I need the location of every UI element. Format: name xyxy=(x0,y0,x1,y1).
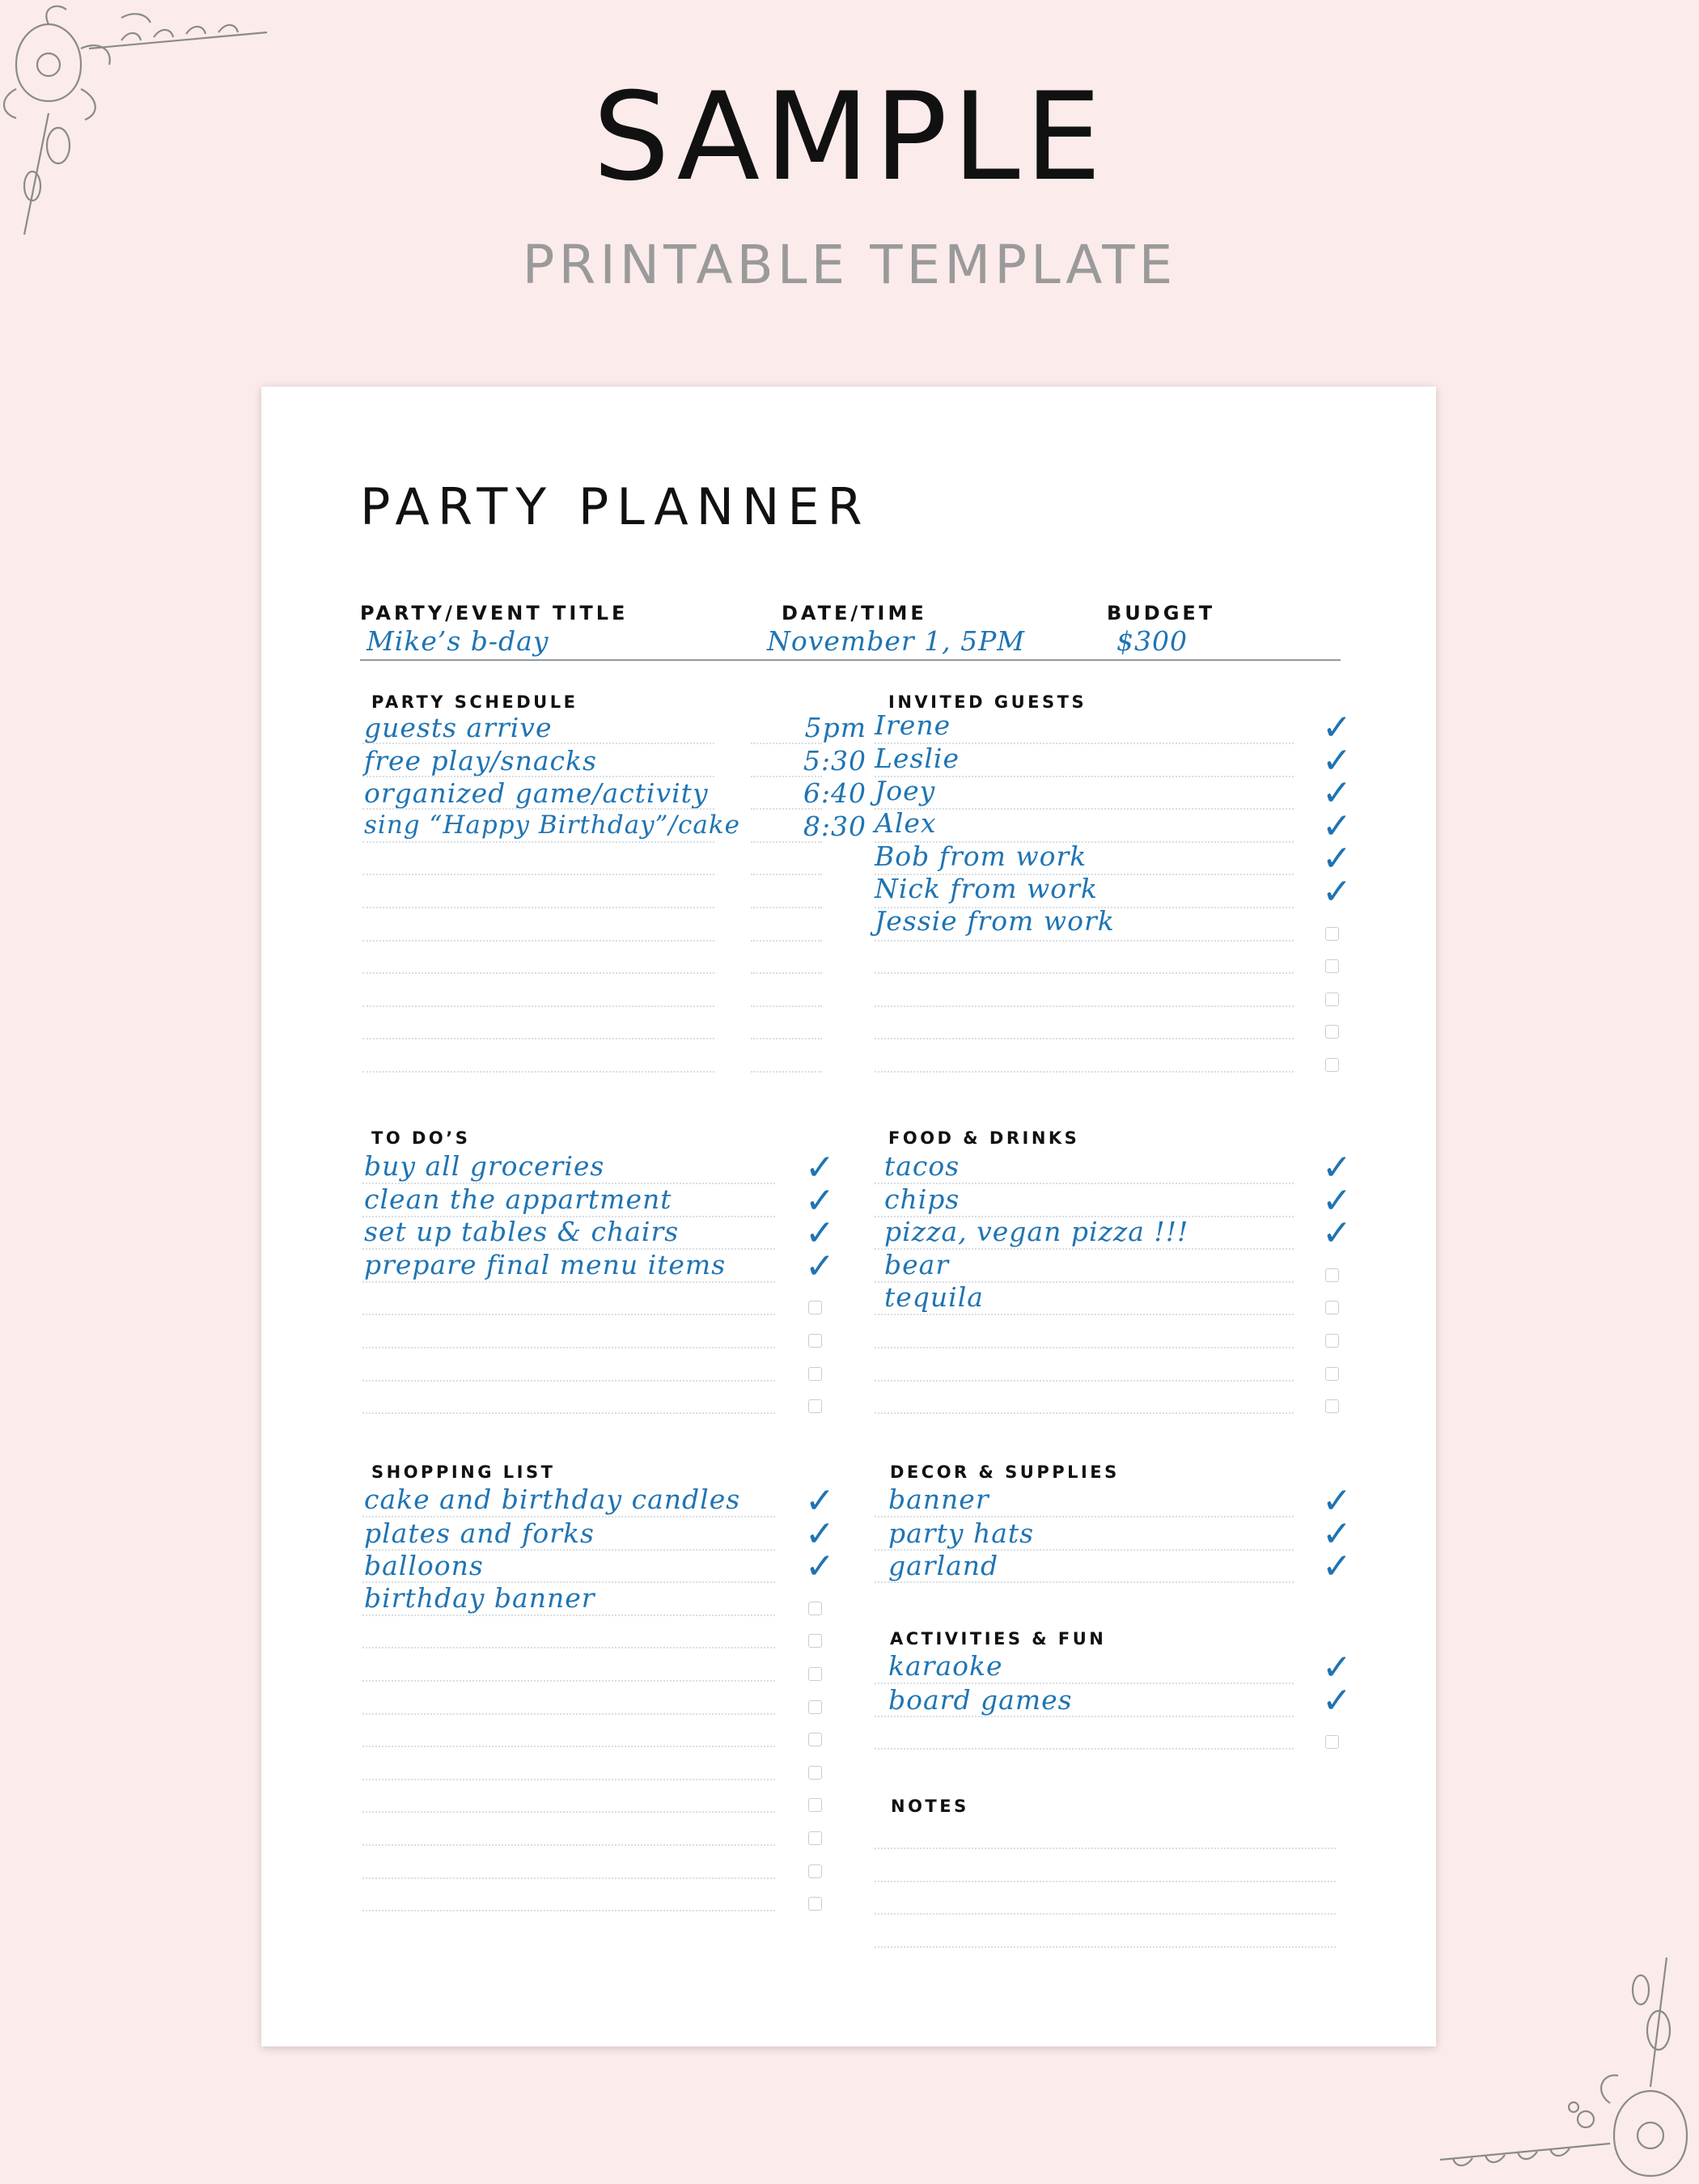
checkbox[interactable] xyxy=(1325,1399,1339,1413)
shopping-item[interactable]: cake and birthday candles xyxy=(364,1484,741,1515)
ruled-line xyxy=(875,743,1294,744)
ruled-line xyxy=(875,1248,1294,1250)
todo-item[interactable]: clean the appartment xyxy=(364,1183,672,1215)
schedule-item[interactable]: organized game/activity xyxy=(364,777,709,809)
checkbox[interactable] xyxy=(808,1667,822,1681)
food-drinks-label: FOOD & DRINKS xyxy=(888,1128,1080,1148)
ruled-line xyxy=(751,743,822,744)
ruled-line xyxy=(362,808,714,810)
ruled-line xyxy=(875,1281,1294,1283)
ruled-line xyxy=(875,1412,1294,1414)
ruled-line xyxy=(751,874,822,875)
checkmark-icon[interactable]: ✓ xyxy=(1322,838,1352,880)
guest-name[interactable]: Joey xyxy=(875,775,936,806)
todo-item[interactable]: buy all groceries xyxy=(364,1150,605,1182)
checkbox[interactable] xyxy=(808,1634,822,1648)
ruled-line xyxy=(751,972,822,974)
event-title-label: PARTY/EVENT TITLE xyxy=(360,602,629,624)
ruled-line xyxy=(362,1216,775,1217)
ruled-line xyxy=(362,1347,775,1348)
ruled-line xyxy=(875,1581,1294,1583)
ruled-line xyxy=(751,1071,822,1073)
activity-item[interactable]: karaoke xyxy=(888,1650,1003,1682)
ruled-line xyxy=(875,1314,1294,1315)
ruled-line xyxy=(362,1380,775,1382)
ruled-line xyxy=(362,1811,775,1813)
ruled-line xyxy=(875,1913,1336,1915)
ruled-line xyxy=(362,1779,775,1780)
ruled-line xyxy=(362,1516,775,1517)
ruled-line xyxy=(362,907,714,908)
decor-item[interactable]: banner xyxy=(888,1484,989,1515)
ruled-line xyxy=(362,1314,775,1315)
ruled-line xyxy=(362,776,714,777)
decor-item[interactable]: garland xyxy=(888,1550,999,1581)
ruled-line xyxy=(751,907,822,908)
party-schedule-label: PARTY SCHEDULE xyxy=(371,692,578,712)
event-title-value[interactable]: Mike’s b-day xyxy=(366,625,549,657)
checkbox[interactable] xyxy=(808,1831,822,1845)
checkbox[interactable] xyxy=(808,1334,822,1348)
checkbox[interactable] xyxy=(1325,1367,1339,1381)
guest-name[interactable]: Jessie from work xyxy=(875,905,1115,937)
checkmark-icon[interactable]: ✓ xyxy=(1322,739,1352,781)
checkbox[interactable] xyxy=(808,1399,822,1413)
ruled-line xyxy=(875,1347,1294,1348)
checkbox[interactable] xyxy=(1325,927,1339,941)
checkbox[interactable] xyxy=(1325,1334,1339,1348)
ruled-line xyxy=(875,874,1294,875)
checkbox[interactable] xyxy=(1325,959,1339,973)
ruled-line xyxy=(362,1910,775,1911)
schedule-item[interactable]: free play/snacks xyxy=(364,745,597,777)
ruled-line xyxy=(362,1844,775,1846)
ruled-line xyxy=(362,1248,775,1250)
shopping-item[interactable]: balloons xyxy=(364,1550,484,1581)
date-time-value[interactable]: November 1, 5PM xyxy=(767,625,1026,657)
ruled-line xyxy=(875,940,1294,942)
food-item[interactable]: pizza, vegan pizza !!! xyxy=(884,1216,1189,1247)
checkmark-icon[interactable]: ✓ xyxy=(1322,772,1352,815)
ruled-line xyxy=(875,1549,1294,1551)
guest-name[interactable]: Alex xyxy=(875,807,937,839)
ruled-line xyxy=(362,841,714,843)
ruled-line xyxy=(875,1183,1294,1184)
checkbox[interactable] xyxy=(808,1733,822,1746)
checkmark-icon[interactable]: ✓ xyxy=(1322,707,1352,748)
activities-fun-label: ACTIVITIES & FUN xyxy=(890,1629,1107,1649)
checkmark-icon[interactable]: ✓ xyxy=(1322,871,1352,912)
checkbox[interactable] xyxy=(1325,1025,1339,1039)
printable-template-subheading: PRINTABLE TEMPLATE xyxy=(522,234,1177,296)
ruled-line xyxy=(875,1071,1294,1073)
checkmark-icon[interactable]: ✓ xyxy=(1322,1647,1352,1688)
checkbox[interactable] xyxy=(1325,1058,1339,1072)
ruled-line xyxy=(875,1005,1294,1007)
ruled-line xyxy=(362,1615,775,1616)
budget-value[interactable]: $300 xyxy=(1116,625,1188,657)
ruled-line xyxy=(362,1713,775,1715)
fields-divider xyxy=(360,659,1341,661)
ruled-line xyxy=(875,1682,1294,1684)
ruled-line xyxy=(751,940,822,942)
ruled-line xyxy=(875,776,1294,777)
food-item[interactable]: bear xyxy=(884,1249,950,1280)
budget-label: BUDGET xyxy=(1107,602,1216,624)
decor-item[interactable]: party hats xyxy=(888,1517,1035,1549)
ruled-line xyxy=(751,808,822,810)
checkmark-icon[interactable]: ✓ xyxy=(805,1179,835,1221)
checkmark-icon[interactable]: ✓ xyxy=(805,1245,835,1287)
ruled-line xyxy=(875,1848,1336,1849)
ruled-line xyxy=(362,1680,775,1682)
checkbox[interactable] xyxy=(808,1766,822,1780)
shopping-item[interactable]: birthday banner xyxy=(364,1582,595,1614)
checkbox[interactable] xyxy=(1325,1735,1339,1749)
ruled-line xyxy=(362,1281,775,1283)
schedule-time[interactable]: 6:40 xyxy=(803,777,866,809)
checkmark-icon[interactable]: ✓ xyxy=(1322,1480,1352,1522)
date-time-label: DATE/TIME xyxy=(782,602,927,624)
checkbox[interactable] xyxy=(808,1602,822,1615)
ruled-line xyxy=(751,776,822,777)
checkmark-icon[interactable]: ✓ xyxy=(805,1147,835,1188)
decor-supplies-label: DECOR & SUPPLIES xyxy=(890,1462,1120,1482)
ruled-line xyxy=(362,1183,775,1184)
checkmark-icon[interactable]: ✓ xyxy=(805,1213,835,1255)
checkmark-icon[interactable]: ✓ xyxy=(1322,805,1352,847)
checkbox[interactable] xyxy=(808,1301,822,1314)
checkbox[interactable] xyxy=(1325,1268,1339,1282)
ruled-line xyxy=(362,874,714,875)
guest-name[interactable]: Leslie xyxy=(875,743,960,774)
checkmark-icon[interactable]: ✓ xyxy=(805,1546,835,1588)
ruled-line xyxy=(875,1881,1336,1882)
todos-label: TO DO’S xyxy=(371,1128,471,1148)
shopping-item[interactable]: plates and forks xyxy=(364,1517,595,1549)
ruled-line xyxy=(875,1516,1294,1517)
notes-label: NOTES xyxy=(891,1797,969,1816)
checkmark-icon[interactable]: ✓ xyxy=(805,1513,835,1555)
schedule-item[interactable]: sing “Happy Birthday”/cake xyxy=(364,811,740,840)
food-item[interactable]: chips xyxy=(884,1183,960,1215)
ruled-line xyxy=(875,1380,1294,1382)
ruled-line xyxy=(875,1716,1294,1717)
schedule-time[interactable]: 5:30 xyxy=(803,745,866,777)
ruled-line xyxy=(362,743,714,744)
checkbox[interactable] xyxy=(808,1367,822,1381)
floral-corner-bottom-right xyxy=(1424,1941,1699,2184)
ruled-line xyxy=(875,1038,1294,1039)
schedule-item[interactable]: guests arrive xyxy=(364,712,553,743)
ruled-line xyxy=(362,1038,714,1039)
guest-name[interactable]: Nick from work xyxy=(875,873,1098,904)
ruled-line xyxy=(362,1746,775,1747)
ruled-line xyxy=(362,1877,775,1879)
checkbox[interactable] xyxy=(808,1798,822,1812)
ruled-line xyxy=(875,841,1294,843)
food-item[interactable]: tacos xyxy=(884,1150,960,1182)
ruled-line xyxy=(875,1748,1294,1750)
ruled-line xyxy=(362,1647,775,1649)
ruled-line xyxy=(751,1005,822,1007)
checkmark-icon[interactable]: ✓ xyxy=(1322,1513,1352,1555)
guest-name[interactable]: Irene xyxy=(875,709,951,741)
ruled-line xyxy=(875,1216,1294,1217)
activity-item[interactable]: board games xyxy=(888,1684,1073,1716)
checkmark-icon[interactable]: ✓ xyxy=(805,1480,835,1522)
ruled-line xyxy=(362,1412,775,1414)
planner-title: PARTY PLANNER xyxy=(360,477,871,536)
checkmark-icon[interactable]: ✓ xyxy=(1322,1546,1352,1588)
checkmark-icon[interactable]: ✓ xyxy=(1322,1679,1352,1721)
ruled-line xyxy=(362,1071,714,1073)
todo-item[interactable]: prepare final menu items xyxy=(364,1249,727,1280)
invited-guests-label: INVITED GUESTS xyxy=(888,692,1087,712)
ruled-line xyxy=(751,841,822,843)
ruled-line xyxy=(875,972,1294,974)
ruled-line xyxy=(362,1005,714,1007)
checkmark-icon[interactable]: ✓ xyxy=(1322,1213,1352,1255)
ruled-line xyxy=(362,972,714,974)
checkbox[interactable] xyxy=(808,1700,822,1714)
checkmark-icon[interactable]: ✓ xyxy=(1322,1147,1352,1188)
shopping-list-label: SHOPPING LIST xyxy=(371,1462,556,1482)
ruled-line xyxy=(875,907,1294,908)
ruled-line xyxy=(362,940,714,942)
ruled-line xyxy=(875,1946,1336,1948)
checkbox[interactable] xyxy=(1325,1301,1339,1314)
guest-name[interactable]: Bob from work xyxy=(875,840,1087,872)
checkbox[interactable] xyxy=(808,1864,822,1878)
schedule-time[interactable]: 5pm xyxy=(804,712,866,743)
checkmark-icon[interactable]: ✓ xyxy=(1322,1179,1352,1221)
schedule-time[interactable]: 8:30 xyxy=(803,811,866,842)
ruled-line xyxy=(362,1549,775,1551)
sample-heading: SAMPLE xyxy=(592,67,1107,208)
ruled-line xyxy=(751,1038,822,1039)
food-item[interactable]: tequila xyxy=(884,1281,984,1313)
todo-item[interactable]: set up tables & chairs xyxy=(364,1216,680,1247)
ruled-line xyxy=(362,1581,775,1583)
checkbox[interactable] xyxy=(808,1897,822,1911)
party-planner-sheet xyxy=(261,387,1436,2046)
ruled-line xyxy=(875,808,1294,810)
checkbox[interactable] xyxy=(1325,993,1339,1006)
